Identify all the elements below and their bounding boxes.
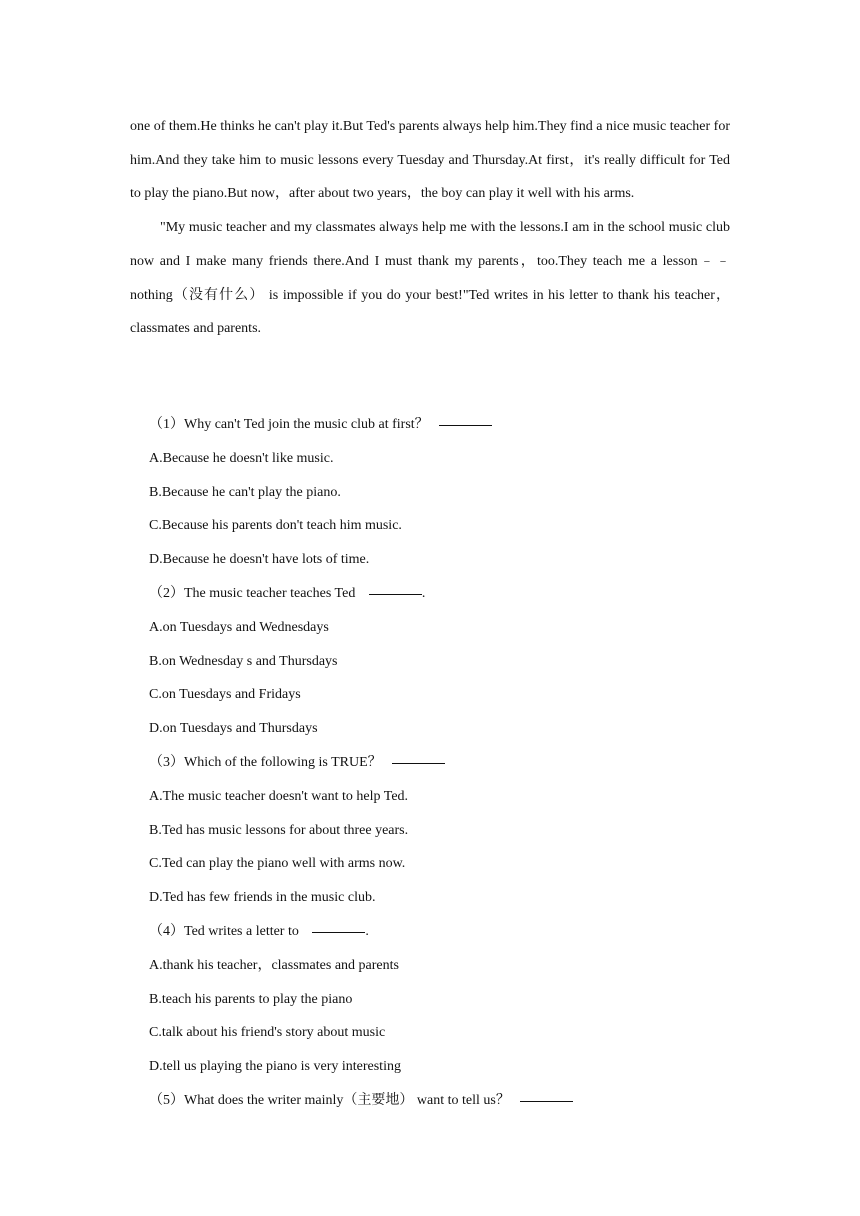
blank-suffix: . [365, 923, 369, 939]
question-stem-text: （2）The music teacher teaches Ted [149, 585, 359, 601]
question-4-option-a: A.thank his teacher，classmates and parents [149, 957, 399, 973]
question-2-option-d: D.on Tuesdays and Thursdays [149, 721, 318, 737]
reading-passage [130, 110, 730, 346]
question-5-stem [149, 1084, 749, 1118]
answer-blank [439, 409, 492, 426]
question-stem-text: （4）Ted writes a letter to [149, 923, 303, 939]
question-stem-text: （5）What does the writer mainly（主要地） want to tell us？ [149, 1092, 510, 1108]
answer-blank [312, 916, 365, 933]
question-3-option-b: B.Ted has music lessons for about three years. [149, 822, 409, 838]
question-1-option-a: A.Because he doesn't like music. [149, 450, 334, 466]
question-stem-text: （3）Which of the following is TRUE？ [149, 754, 382, 770]
question-1-option-c: C.Because his parents don't teach him music. [149, 518, 402, 534]
question-3-stem [149, 746, 749, 780]
answer-blank [520, 1085, 573, 1102]
question-1-option-d: D.Because he doesn't have lots of time. [149, 552, 370, 568]
answer-blank [369, 578, 422, 595]
question-4-stem [149, 915, 749, 949]
question-4-option-d: D.tell us playing the piano is very interesting [149, 1059, 401, 1075]
question-list [149, 408, 749, 1118]
question-2-option-c: C.on Tuesdays and Fridays [149, 687, 301, 703]
question-2-option-a: A.on Tuesdays and Wednesdays [149, 619, 329, 635]
question-stem-text: （1）Why can't Ted join the music club at first？ [149, 417, 429, 432]
answer-blank [392, 747, 445, 764]
passage-paragraph-2: "My music teacher and my classmates always help me with the lessons.I am in the school music club now and I make many friends there.And I must thank my parents，too.They teach me a lesson﹣﹣nothing（没有什么） is impossible if you do your best!"Ted writes in his letter to thank his teacher，classmates and parents. [130, 220, 730, 337]
question-3-option-c: C.Ted can play the piano well with arms now. [149, 856, 406, 872]
question-4-option-c: C.talk about his friend's story about music [149, 1025, 386, 1041]
question-1-option-b: B.Because he can't play the piano. [149, 484, 341, 500]
blank-suffix: . [421, 585, 426, 601]
question-2-option-b: B.on Wednesday s and Thursdays [149, 653, 338, 669]
question-1-stem [149, 408, 749, 442]
passage-paragraph-1: one of them.He thinks he can't play it.But Ted's parents always help him.They find a nice music teacher for him.And they take him to music lessons every Tuesday and Thursday.At first，it's really difficult for Ted to play the piano.But now，after about two years，the boy can play it well with his arms. [130, 119, 730, 202]
question-3-option-a: A.The music teacher doesn't want to help Ted. [149, 788, 409, 804]
question-2-stem [149, 577, 749, 611]
question-4-option-b: B.teach his parents to play the piano [149, 991, 353, 1007]
question-3-option-d: D.Ted has few friends in the music club. [149, 890, 376, 906]
